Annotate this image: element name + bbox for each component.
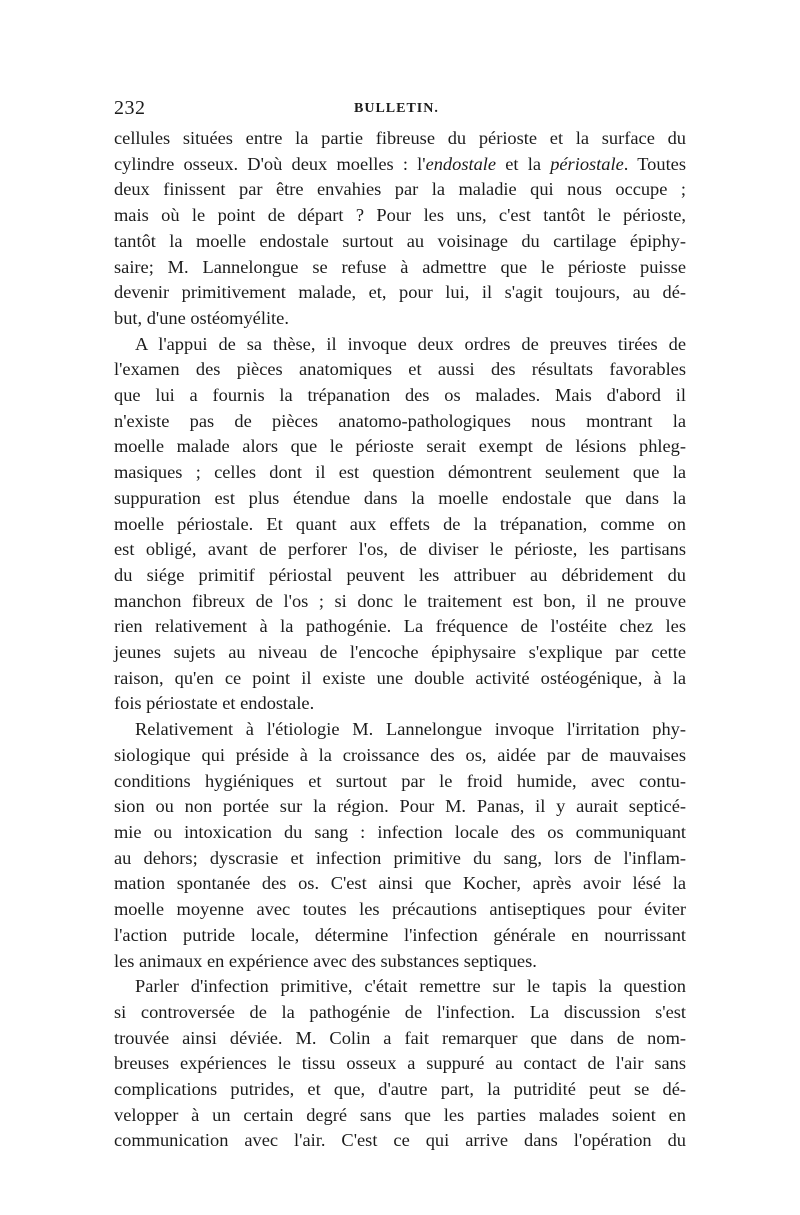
running-title: BULLETIN. xyxy=(354,101,439,116)
page-header xyxy=(114,97,686,121)
text-line: conditions hygiéniques et surtout par le froid humide, avec contu- xyxy=(114,770,686,791)
text-line: masiques ; celles dont il est question démontrent seulement que la xyxy=(114,462,686,483)
italic-term-endostale: endostale xyxy=(425,153,497,174)
text-line: mie ou intoxication du sang : infection locale des os communiquant xyxy=(114,821,686,842)
text-line: A l'appui de sa thèse, il invoque deux ordres de preuves tirées de xyxy=(135,333,686,354)
text-line: Relativement à l'étiologie M. Lannelongue invoque l'irritation phy- xyxy=(135,719,686,740)
paragraph-3 xyxy=(114,717,686,974)
text-line: trouvée ainsi déviée. M. Colin a fait remarquer que dans de nom- xyxy=(114,1027,686,1048)
text-line: raison, qu'en ce point il existe une double activité ostéogénique, à la xyxy=(114,667,686,688)
text-line: l'action putride locale, détermine l'infection générale en nourrissant xyxy=(114,924,686,945)
text-line: du siége primitif périostal peuvent les attribuer au débridement du xyxy=(114,564,686,585)
italic-term-periostale: périostale xyxy=(550,153,624,174)
text-line: but, d'une ostéomyélite. xyxy=(114,307,289,328)
text-line: au dehors; dyscrasie et infection primitive du sang, lors de l'inflam- xyxy=(114,847,686,868)
text-line: sion ou non portée sur la région. Pour M. Panas, il y aurait septicé- xyxy=(114,796,686,817)
body-text xyxy=(114,126,686,1154)
text-line: deux finissent par être envahies par la maladie qui nous occupe ; xyxy=(114,179,686,200)
text-line: breuses expériences le tissu osseux a suppuré au contact de l'air sans xyxy=(114,1053,686,1074)
text-line: communication avec l'air. C'est ce qui arrive dans l'opération du xyxy=(114,1130,686,1151)
text-line: est obligé, avant de perforer l'os, de diviser le périoste, les partisans xyxy=(114,539,686,560)
text-line: que lui a fournis la trépanation des os malades. Mais d'abord il xyxy=(114,385,686,406)
text-line: suppuration est plus étendue dans la moelle endostale que dans la xyxy=(114,487,686,508)
text-line: l'examen des pièces anatomiques et aussi des résultats favorables xyxy=(114,359,686,380)
text-line: Parler d'infection primitive, c'était remettre sur le tapis la question xyxy=(135,976,686,997)
text-line: velopper à un certain degré sans que les parties malades soient en xyxy=(114,1104,686,1125)
text-line: complications putrides, et que, d'autre part, la putridité peut se dé- xyxy=(114,1079,686,1100)
text-line: n'existe pas de pièces anatomo-pathologiques nous montrant la xyxy=(114,410,686,431)
paragraph-1 xyxy=(114,126,686,332)
text-line: jeunes sujets au niveau de l'encoche épiphysaire s'explique par cette xyxy=(114,642,686,663)
text-line: moelle moyenne avec toutes les précautions antiseptiques pour éviter xyxy=(114,899,686,920)
text-line: fois périostate et endostale. xyxy=(114,693,315,714)
text-line: si controversée de la pathogénie de l'infection. La discussion s'est xyxy=(114,1001,686,1022)
text-line: moelle périostale. Et quant aux effets de la trépanation, comme on xyxy=(114,513,686,534)
text-line: rien relativement à la pathogénie. La fréquence de l'ostéite chez les xyxy=(114,616,686,637)
paragraph-4 xyxy=(114,974,686,1154)
text-line: cylindre osseux. D'où deux moelles : l'endostale et la périostale. Toutes xyxy=(114,153,686,174)
text-line: les animaux en expérience avec des substances septiques. xyxy=(114,950,537,971)
text-line: manchon fibreux de l'os ; si donc le traitement est bon, il ne prouve xyxy=(114,590,686,611)
text-line: mation spontanée des os. C'est ainsi que Kocher, après avoir lésé la xyxy=(114,873,686,894)
text-line: mais où le point de départ ? Pour les uns, c'est tantôt le périoste, xyxy=(114,205,686,226)
paragraph-2 xyxy=(114,332,686,718)
page-number: 232 xyxy=(114,97,146,119)
text-line: devenir primitivement malade, et, pour lui, il s'agit toujours, au dé- xyxy=(114,282,686,303)
text-line: cellules situées entre la partie fibreuse du périoste et la surface du xyxy=(114,128,686,148)
text-line: siologique qui préside à la croissance des os, aidée par de mauvaises xyxy=(114,744,686,765)
text-line: tantôt la moelle endostale surtout au voisinage du cartilage épiphy- xyxy=(114,230,686,251)
text-line: saire; M. Lannelongue se refuse à admettre que le périoste puisse xyxy=(114,256,686,277)
text-line: moelle malade alors que le périoste serait exempt de lésions phleg- xyxy=(114,436,686,457)
